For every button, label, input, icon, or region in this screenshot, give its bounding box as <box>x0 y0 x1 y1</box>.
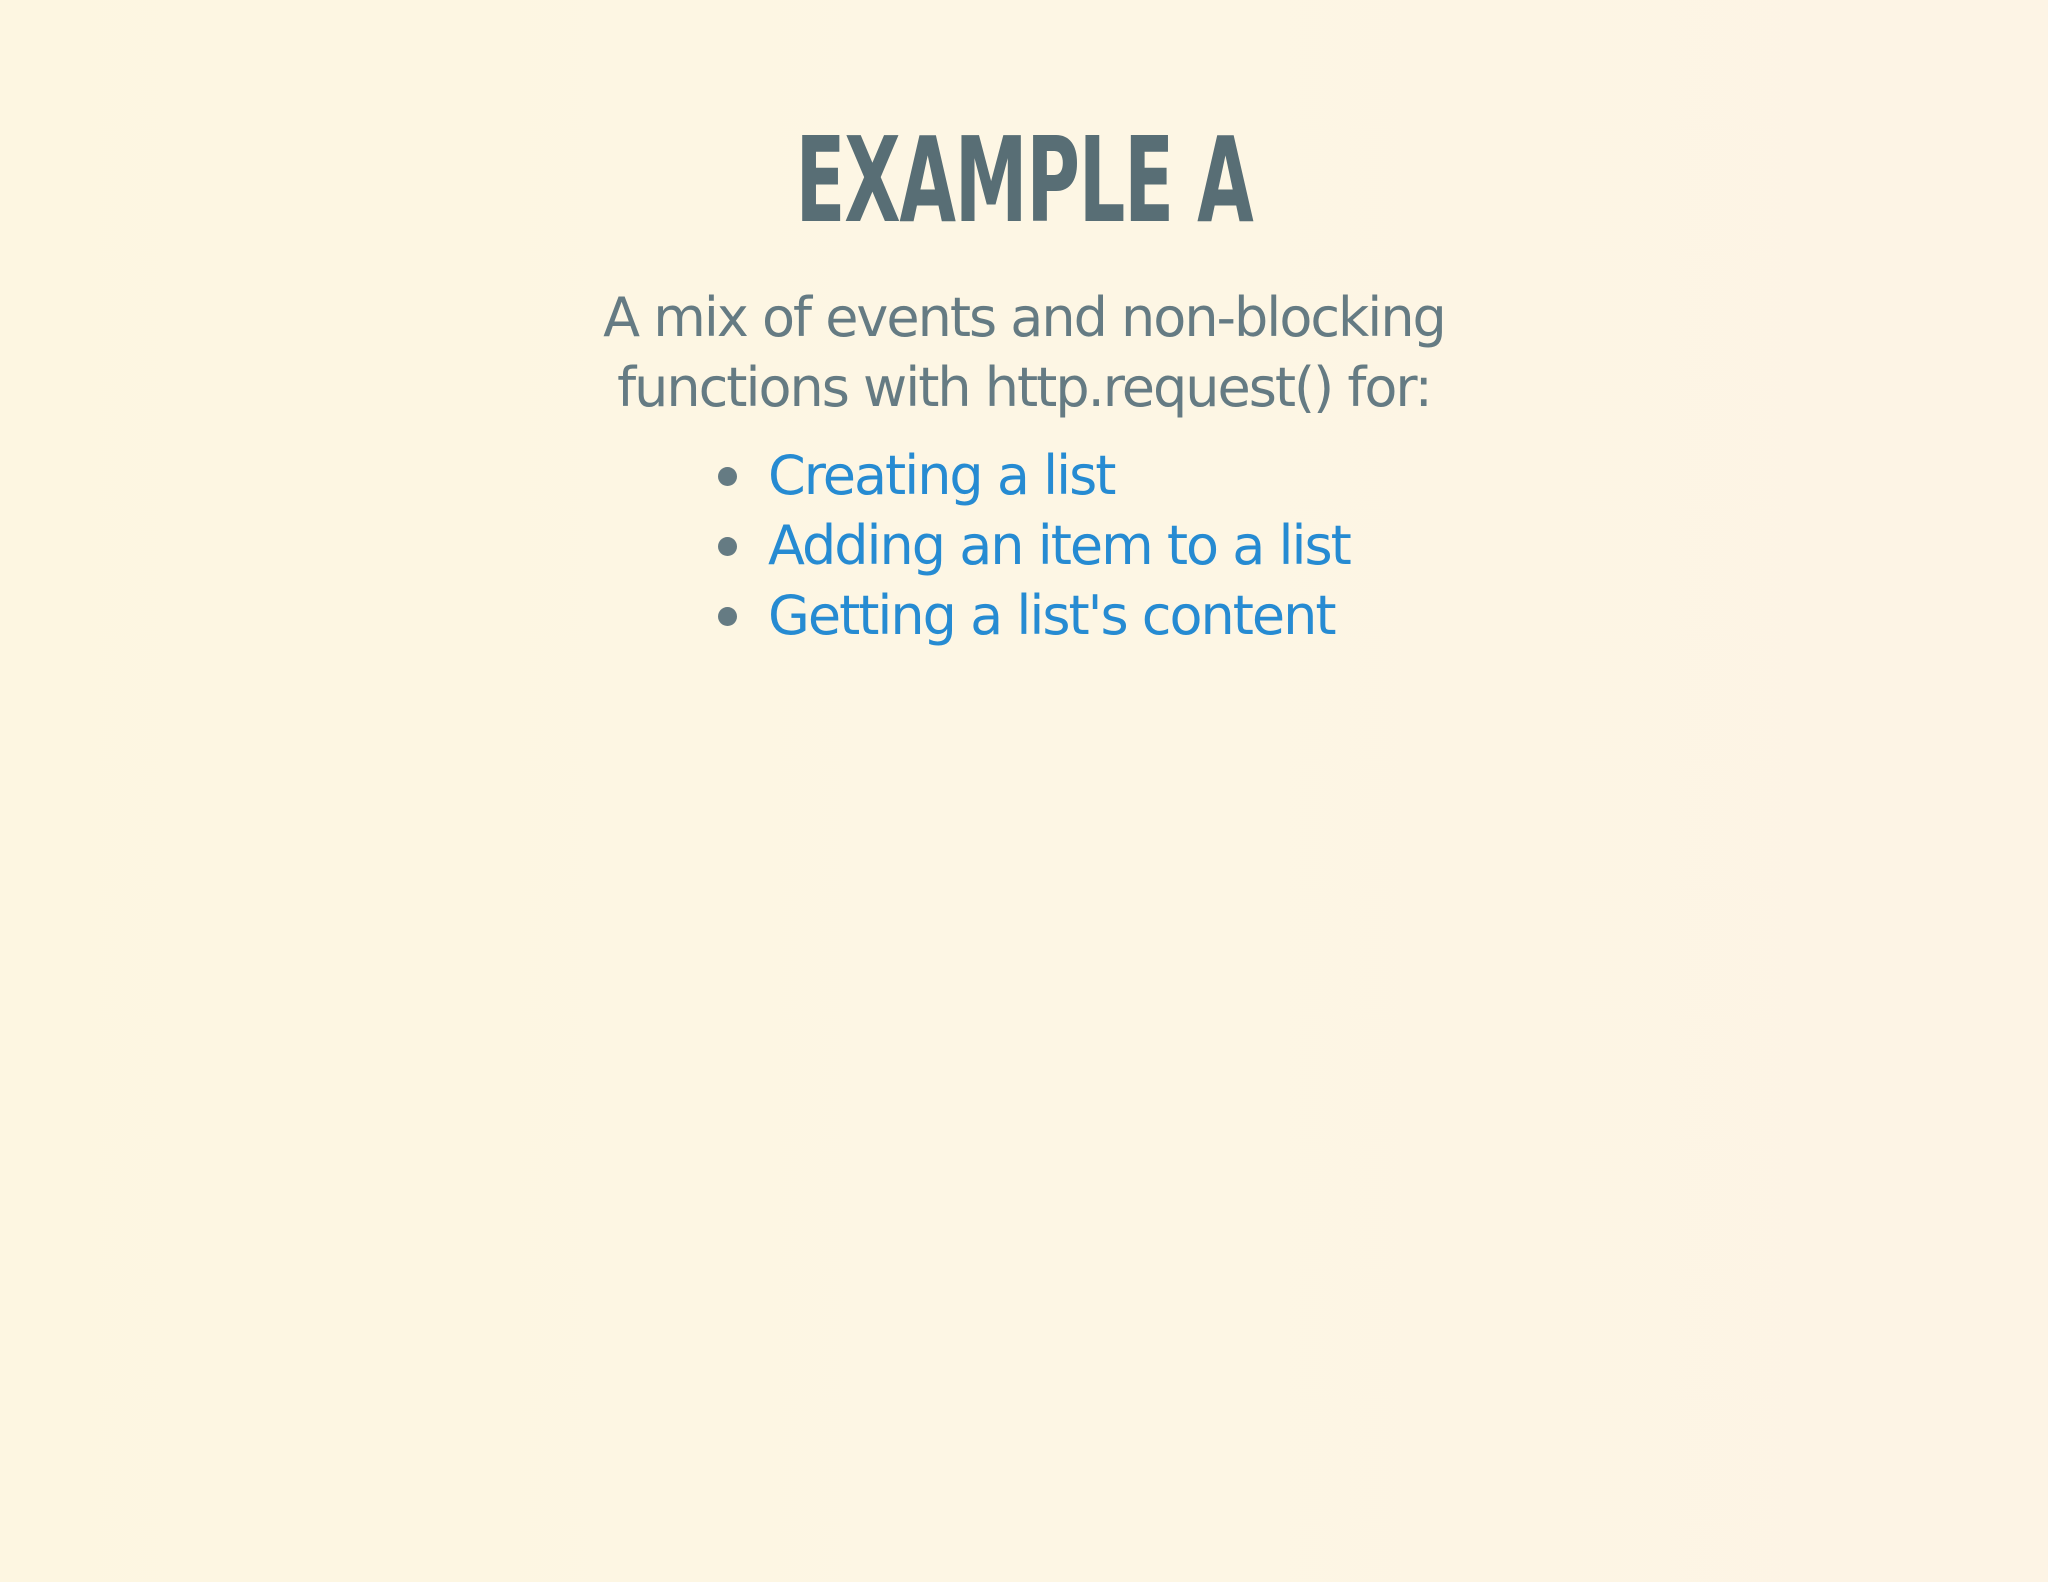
slide-title: EXAMPLE A <box>795 111 1253 249</box>
intro-line-1: A mix of events and non-blocking <box>603 286 1445 349</box>
slide-intro <box>524 283 1524 423</box>
adding-an-item-link[interactable]: Adding an item to a list <box>768 514 1350 577</box>
getting-list-content-link[interactable]: Getting a list's content <box>768 584 1335 647</box>
bullet-icon <box>718 537 737 556</box>
list-item <box>712 511 1350 581</box>
intro-line-2: functions with http.request() for: <box>617 356 1431 419</box>
bullet-icon <box>718 467 737 486</box>
bullet-icon <box>718 607 737 626</box>
list-item <box>712 441 1350 511</box>
creating-a-list-link[interactable]: Creating a list <box>768 444 1115 507</box>
list-item <box>712 581 1350 651</box>
bullet-list <box>712 441 1350 651</box>
